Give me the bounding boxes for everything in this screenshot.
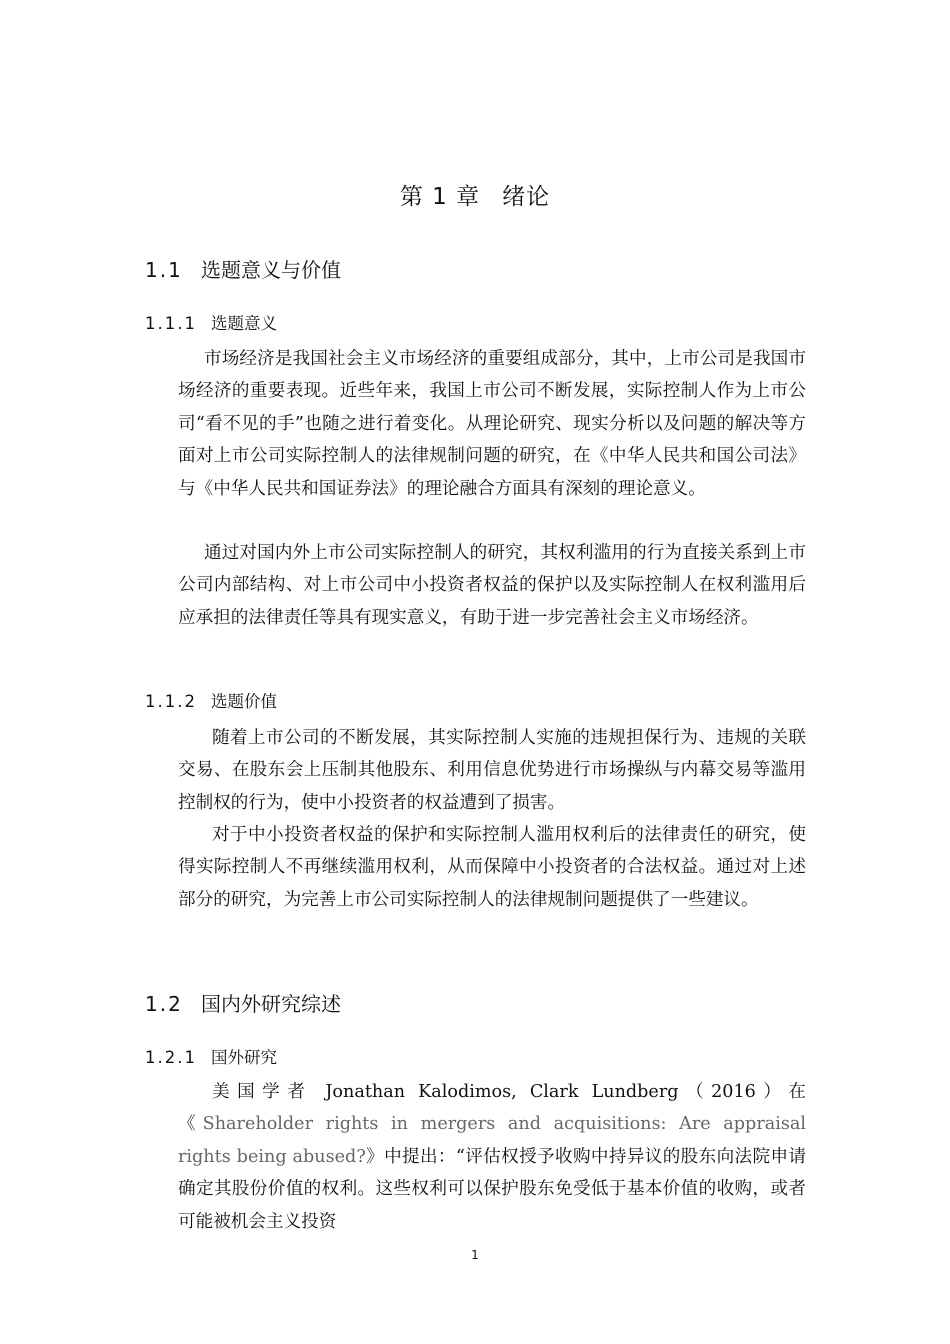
subsection-heading-1-1-2: [145, 688, 277, 712]
paragraph: 市场经济是我国社会主义市场经济的重要组成部分，其中，上市公司是我国市场经济的重要表现。近些年来，我国上市公司不断发展，实际控制人作为上市公司“看不见的手”也随之进行着变化。从理论研究、现实分析以及问题的解决等方面对上市公司实际控制人的法律规制问题的研究，在《中华人民共和国公司法》与《中华人民共和国证券法》的理论融合方面具有深刻的理论意义。: [178, 349, 806, 499]
subsection-heading-1-1-1: [145, 310, 277, 334]
paragraph: 对于中小投资者权益的保护和实际控制人滥用权利后的法律责任的研究，使得实际控制人不再继续滥用权利，从而保障中小投资者的合法权益。通过对上述部分的研究，为完善上市公司实际控制人的法律规制问题提供了一些建议。: [178, 825, 806, 910]
section-number: 1.2: [145, 992, 183, 1016]
section-number: 1.1: [145, 258, 183, 282]
subsection-number: 1.2.1: [145, 1048, 197, 1067]
section-heading-1-2: [145, 988, 341, 1017]
paragraph: 随着上市公司的不断发展，其实际控制人实施的违规担保行为、违规的关联交易、在股东会上压制其他股东、利用信息优势进行市场操纵与内幕交易等滥用控制权的行为，使中小投资者的权益遭到了损害。: [178, 728, 806, 813]
section-title: 国内外研究综述: [201, 992, 341, 1016]
chapter-number: 第 1 章: [399, 184, 481, 210]
page-number: 1: [471, 1248, 479, 1262]
subsection-title: 选题价值: [211, 692, 277, 711]
paragraph: [178, 1076, 806, 1238]
cited-title: Shareholder rights in mergers and acquisitions: Are appraisal rights being abused?: [178, 1114, 806, 1167]
chapter-title: [0, 178, 950, 211]
chapter-name: 绪论: [502, 184, 551, 210]
paragraph: 通过对国内外上市公司实际控制人的研究，其权利滥用的行为直接关系到上市公司内部结构、对上市公司中小投资者权益的保护以及实际控制人在权利滥用后应承担的法律责任等具有现实意义，有助于进一步完善社会主义市场经济。: [178, 543, 806, 628]
subsection-title: 国外研究: [211, 1048, 277, 1067]
section-title: 选题意义与价值: [201, 258, 341, 282]
subsection-number: 1.1.1: [145, 314, 197, 333]
paragraph-lead: 美国学者 Jonathan Kalodimos, Clark Lundberg（2016）在《: [178, 1082, 806, 1135]
subsection-heading-1-2-1: [145, 1044, 277, 1068]
subsection-number: 1.1.2: [145, 692, 197, 711]
section-heading-1-1: [145, 254, 341, 283]
subsection-title: 选题意义: [211, 314, 277, 333]
paragraph-tail: 》中提出：“评估权授予收购中持异议的股东向法院申请确定其股份价值的权利。这些权利可以保护股东免受低于基本价值的收购，或者可能被机会主义投资: [178, 1146, 806, 1232]
